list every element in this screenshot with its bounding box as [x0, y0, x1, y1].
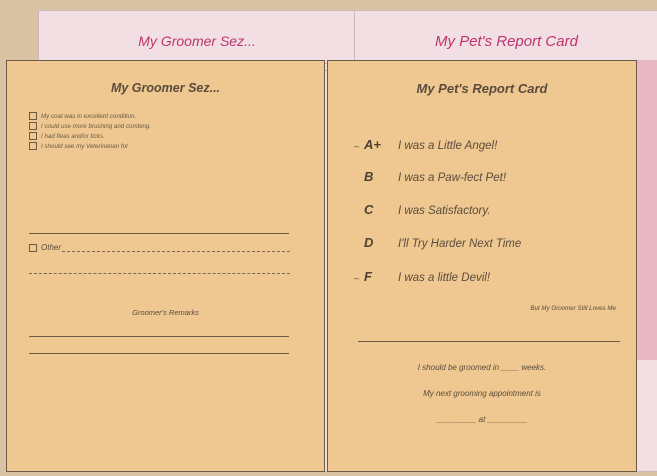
grade-description: I was a Paw-fect Pet! — [398, 172, 507, 184]
other-dotted-line — [62, 251, 290, 252]
groomer-card-title: My Groomer Sez... — [110, 81, 221, 95]
checklist-item — [29, 141, 309, 151]
grade-row — [354, 269, 490, 284]
checkbox[interactable] — [29, 112, 37, 120]
tick-mark: – — [354, 141, 360, 151]
checklist-item — [29, 121, 309, 131]
grade-row — [354, 202, 490, 217]
checklist-item-label: I had fleas and/or ticks. — [41, 132, 105, 140]
grade-description: I was Satisfactory. — [398, 205, 491, 217]
checkbox[interactable] — [29, 122, 37, 130]
dotted-line — [29, 273, 290, 274]
remarks-line — [29, 353, 289, 354]
pet-report-card — [327, 60, 637, 472]
grade-letter: A+ — [364, 137, 381, 152]
groomer-sez-card — [6, 60, 325, 472]
tick-mark: – — [354, 273, 360, 283]
checklist-item — [29, 111, 309, 121]
remarks-line — [29, 336, 289, 337]
checklist-item-label: My coat was in excellent condition. — [41, 112, 137, 120]
grade-letter: C — [364, 202, 374, 217]
groomer-loves-note: But My Groomer Still Loves Me — [530, 305, 616, 312]
grade-letter: F — [364, 269, 372, 284]
other-option — [29, 243, 61, 252]
grade-row — [354, 169, 506, 184]
grade-letter: D — [364, 235, 374, 250]
checklist-item-label: I could use more brushing and combing. — [41, 122, 152, 130]
groomer-checklist — [29, 111, 309, 151]
back-report-title: My Pet's Report Card — [435, 33, 578, 50]
appointment-line: My next grooming appointment is — [423, 389, 541, 398]
grade-description: I was a little Devil! — [398, 272, 491, 284]
grade-row — [354, 235, 521, 250]
checkbox[interactable] — [29, 132, 37, 140]
groom-interval-line: I should be groomed in ____ weeks. — [417, 363, 547, 372]
checklist-item — [29, 131, 309, 141]
other-label: Other — [41, 243, 62, 252]
grade-row — [354, 137, 497, 152]
grade-description: I'll Try Harder Next Time — [398, 238, 522, 250]
writing-line — [358, 341, 620, 342]
pink-edge-strip — [637, 60, 657, 360]
writing-line — [29, 233, 289, 234]
back-groomer-title: My Groomer Sez... — [138, 33, 256, 49]
report-card-title: My Pet's Report Card — [416, 81, 548, 96]
checkbox[interactable] — [29, 142, 37, 150]
grade-letter: B — [364, 169, 374, 184]
appointment-time-line: _________ at _________ — [436, 415, 528, 424]
checklist-item-label: I should see my Veterinarian for — [41, 142, 129, 150]
grade-description: I was a Little Angel! — [398, 140, 498, 152]
checkbox[interactable] — [29, 244, 37, 252]
groomer-remarks-label: Groomer's Remarks — [132, 308, 199, 317]
